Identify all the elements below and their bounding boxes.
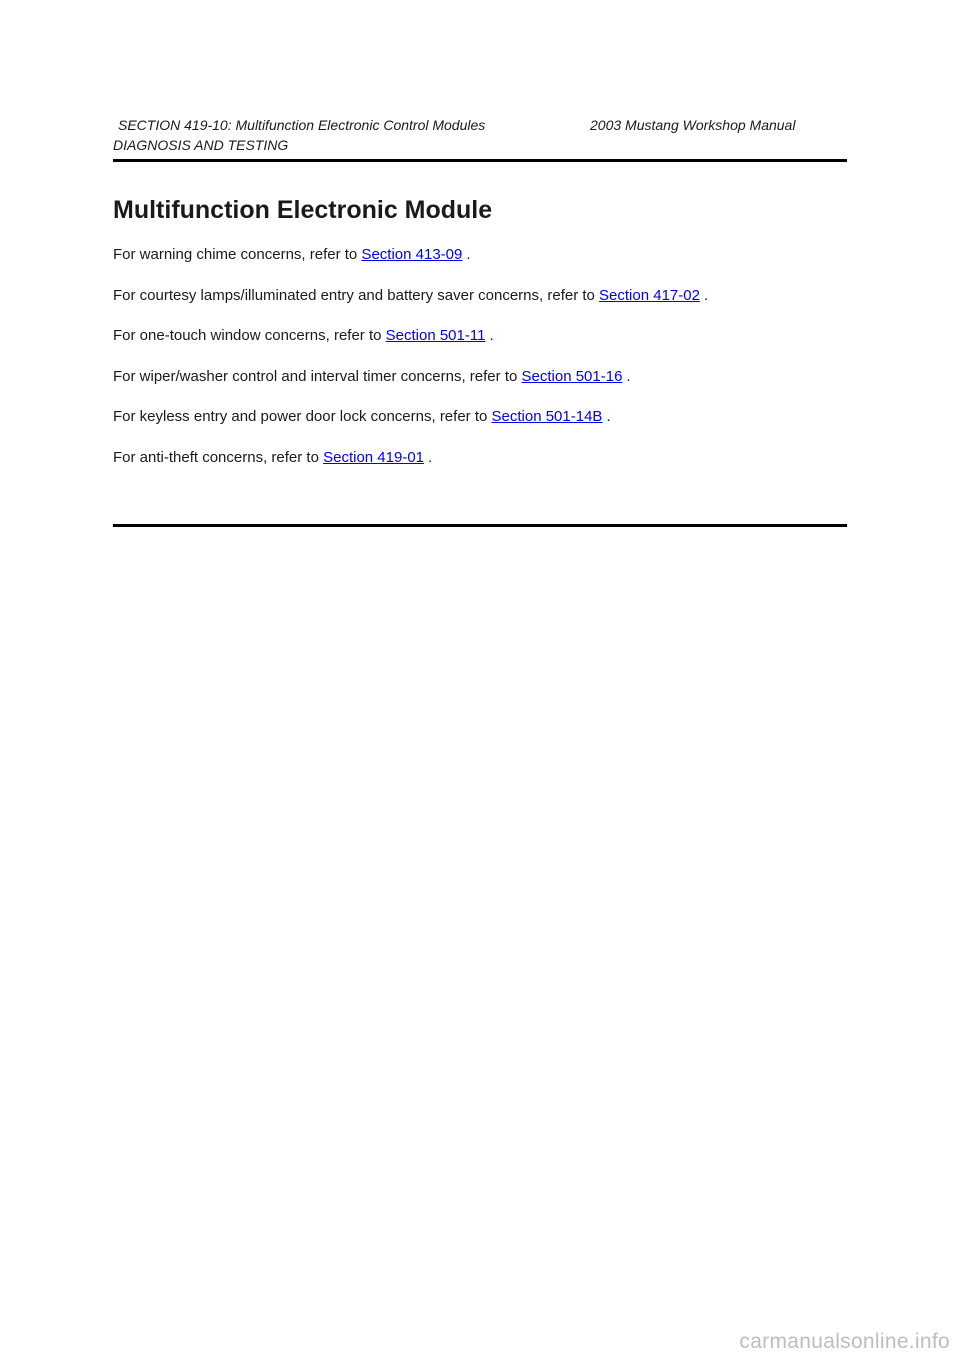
paragraph-text: For warning chime concerns, refer to — [113, 246, 362, 263]
paragraph-keyless-entry — [113, 407, 611, 427]
paragraph-end: . — [428, 449, 433, 466]
paragraph-end: . — [489, 327, 494, 344]
paragraph-warning-chime — [113, 245, 471, 265]
paragraph-text: For anti-theft concerns, refer to — [113, 449, 324, 466]
site-watermark: carmanualsonline.info — [739, 1330, 950, 1353]
header-manual-title: 2003 Mustang Workshop Manual — [590, 117, 796, 133]
page-title: Multifunction Electronic Module — [113, 196, 493, 224]
paragraph-wiper-washer — [113, 367, 631, 387]
link-section-413-09[interactable]: Section 413-09 — [361, 246, 463, 263]
paragraph-text: For one-touch window concerns, refer to — [113, 327, 386, 344]
link-section-419-01[interactable]: Section 419-01 — [323, 449, 424, 466]
content-end-divider — [113, 524, 847, 527]
paragraph-text: For wiper/washer control and interval timer concerns, refer to — [113, 368, 522, 385]
paragraph-text: For keyless entry and power door lock concerns, refer to — [113, 408, 492, 425]
link-section-501-11[interactable]: Section 501-11 — [385, 327, 486, 344]
link-section-417-02[interactable]: Section 417-02 — [599, 287, 700, 304]
paragraph-end: . — [466, 246, 471, 263]
paragraph-courtesy-lamps — [113, 286, 708, 306]
paragraph-end: . — [626, 368, 631, 385]
link-section-501-16[interactable]: Section 501-16 — [521, 368, 623, 385]
paragraph-text: For courtesy lamps/illuminated entry and battery saver concerns, refer to — [113, 287, 600, 304]
link-section-501-14b[interactable]: Section 501-14B — [491, 408, 603, 425]
paragraph-end: . — [606, 408, 611, 425]
paragraph-one-touch-window — [113, 326, 494, 346]
header-divider — [113, 159, 847, 162]
header-section-title: SECTION 419-10: Multifunction Electronic Control Modules — [118, 117, 486, 133]
paragraph-anti-theft — [113, 448, 432, 468]
paragraph-end: . — [703, 287, 709, 304]
header-subsection: DIAGNOSIS AND TESTING — [113, 137, 289, 153]
